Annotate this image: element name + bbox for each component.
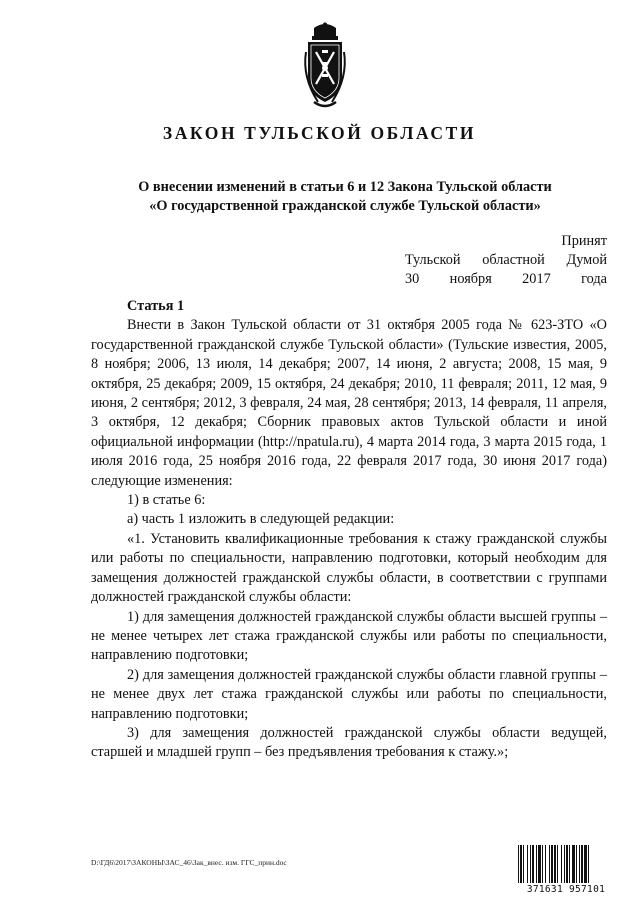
barcode-number: 371631 957101: [526, 884, 606, 895]
paragraph: 1) для замещения должностей гражданской службы области высшей группы – не менее четырех лет стажа гражданской службы или работы по специальности, направлению подготовки;: [91, 608, 607, 664]
article-title: Статья 1: [127, 298, 185, 314]
file-path: D:\ГД6\2017\ЗАКОНЫ\ЗАС_46\Зак_внес. изм. ГГС_прин.doc: [91, 858, 287, 867]
tula-region-coat-of-arms-icon: [300, 22, 350, 110]
paragraph: «1. Установить квалификационные требования к стажу гражданской службы или работы по специальности, направлению подготовки, который необходим для замещения должностей гражданской службы области, в соответствии с группами должностей гражданской службы области:: [91, 530, 607, 606]
barcode-icon: [517, 845, 615, 883]
paragraph: а) часть 1 изложить в следующей редакции:: [127, 511, 395, 528]
subtitle-line: «О государственной гражданской службе Тульской области»: [149, 198, 541, 214]
law-subtitle: [60, 178, 630, 216]
paragraph: 1) в статье 6:: [127, 492, 206, 509]
paragraph: Внести в Закон Тульской области от 31 октября 2005 года № 623-ЗТО «О государственной гражданской службе Тульской области» (Тульские известия, 2005, 8 ноября; 2006, 13 июля, 14 декабря; 2007, 14 июня, 2 августа; 2008, 15 мая, 9 октября, 25 декабря; 2009, 15 октября, 24 декабря; 2010, 11 февраля; 2011, 12 мая, 9 июня, 2 сентября; 2012, 3 февраля, 24 мая, 28 сентября; 2013, 14 февраля, 11 апреля, 3 октября, 12 декабря; Сборник правовых актов Тульской области и иной официальной информации (http://npatula.ru), 4 марта 2014 года, 3 марта 2015 года, 1 июля 2016 года, 25 ноября 2016 года, 22 февраля 2017 года, 30 июня 2017 года) следующие изменения:: [91, 317, 607, 489]
law-title: ЗАКОН ТУЛЬСКОЙ ОБЛАСТИ: [162, 123, 477, 143]
document-body: [91, 297, 607, 763]
adopted-label: Принят: [561, 233, 607, 249]
adopted-by: Тульской областной Думой: [405, 252, 607, 268]
paragraph: 3) для замещения должностей гражданской службы области ведущей, старшей и младшей групп – без предъявления требования к стажу.»;: [91, 724, 607, 761]
paragraph: 2) для замещения должностей гражданской службы области главной группы – не менее двух лет стажа гражданской службы или работы по специальности, направлению подготовки;: [91, 666, 607, 722]
adoption-block: [405, 232, 607, 289]
subtitle-line: О внесении изменений в статьи 6 и 12 Закона Тульской области: [138, 179, 552, 195]
adopted-date: 30 ноября 2017 года: [405, 271, 607, 287]
